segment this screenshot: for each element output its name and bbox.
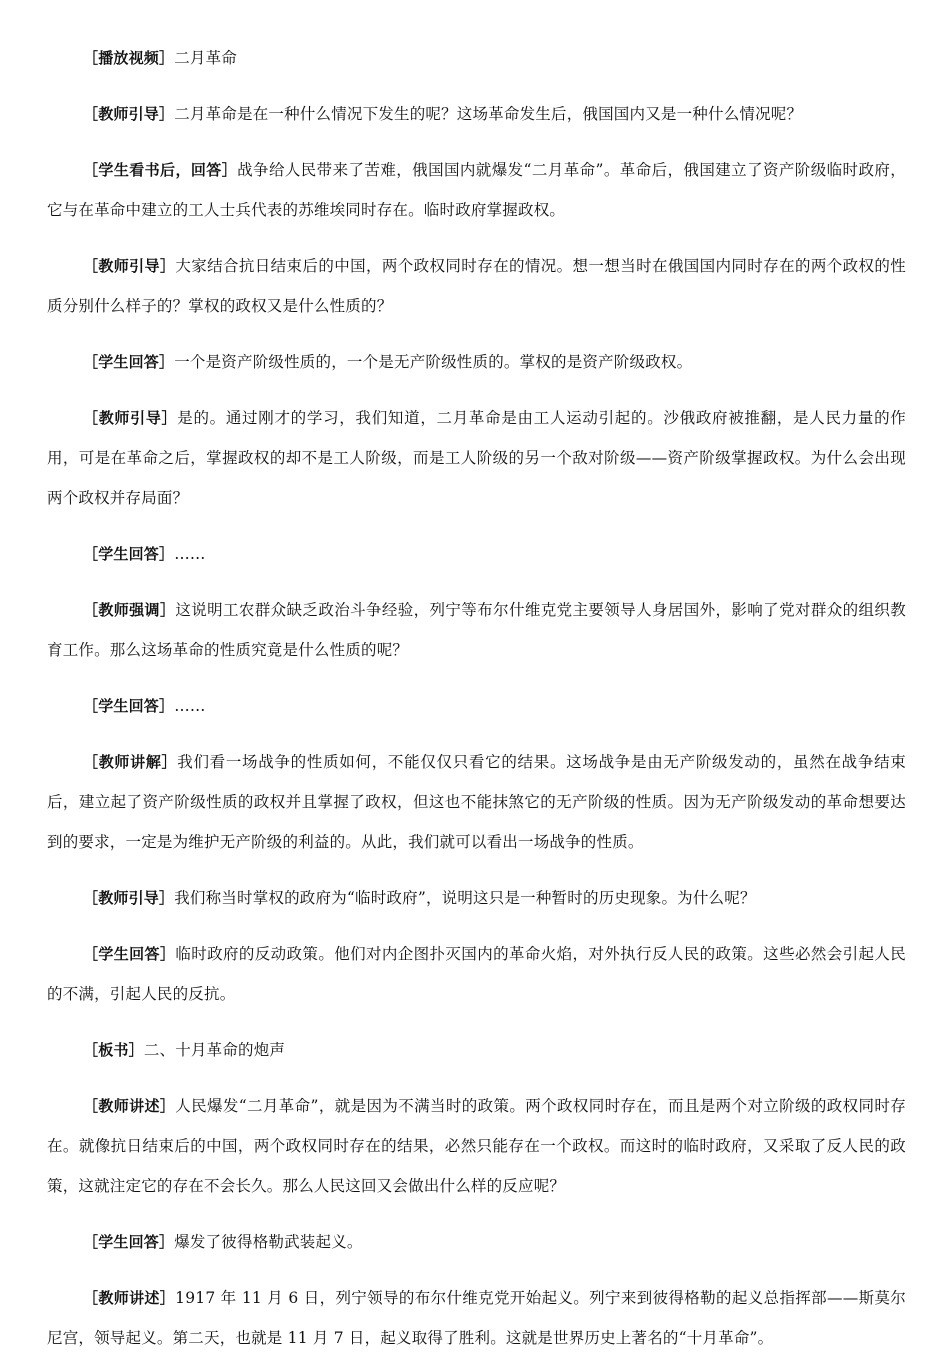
paragraph-text: 我们看一场战争的性质如何，不能仅仅只看它的结果。这场战争是由无产阶级发动的，虽然在战争结束后，建立起了资产阶级性质的政权并且掌握了政权，但这也不能抹煞它的无产阶级的性质。因为无产阶级发动的革命想要达到的要求，一定是为维护无产阶级的利益的。从此，我们就可以看出一场战争的性质。 (47, 753, 906, 851)
paragraph-blackboard (47, 1030, 906, 1070)
paragraph-tag: ［学生回答］ (83, 697, 175, 715)
paragraph-text: …… (174, 697, 206, 715)
paragraph-tag: ［板书］ (83, 1041, 144, 1059)
paragraph-tag: ［学生回答］ (83, 945, 176, 963)
paragraph-text: 临时政府的反动政策。他们对内企图扑灭国内的革命火焰，对外执行反人民的政策。这些必然会引起人民的不满，引起人民的反抗。 (47, 945, 906, 1003)
paragraph-text: …… (174, 545, 206, 563)
paragraph-tag: ［教师引导］ (83, 105, 175, 123)
paragraph-tag: ［播放视频］ (83, 49, 175, 67)
paragraph-tag: ［教师引导］ (83, 257, 176, 275)
paragraph-text: 大家结合抗日结束后的中国，两个政权同时存在的情况。想一想当时在俄国国内同时存在的两个政权的性质分别什么样子的？掌权的政权又是什么性质的？ (47, 257, 906, 315)
paragraph-text: 1917 年 11 月 6 日，列宁领导的布尔什维克党开始起义。列宁来到彼得格勒的起义总指挥部——斯莫尔尼宫，领导起义。第二天，也就是 11 月 7 日，起义取得了胜利。这就是世界历史上著名的“十月革命”。 (47, 1289, 906, 1347)
paragraph-teacher-emphasis (47, 590, 906, 670)
paragraph-text: 我们称当时掌权的政府为“临时政府”，说明这只是一种暂时的历史现象。为什么呢？ (174, 889, 756, 907)
paragraph-student-answer-2 (47, 342, 906, 382)
paragraph-tag: ［学生回答］ (83, 1233, 175, 1251)
paragraph-teacher-narration-1 (47, 1086, 906, 1206)
paragraph-text: 二月革命是在一种什么情况下发生的呢？这场革命发生后，俄国国内又是一种什么情况呢？ (174, 105, 803, 123)
paragraph-teacher-guide-1 (47, 94, 906, 134)
paragraph-tag: ［教师引导］ (83, 889, 175, 907)
paragraph-teacher-guide-4 (47, 878, 906, 918)
paragraph-tag: ［学生回答］ (83, 545, 175, 563)
paragraph-teacher-narration-2 (47, 1278, 906, 1358)
paragraph-text: 人民爆发“二月革命”，就是因为不满当时的政策。两个政权同时存在，而且是两个对立阶级的政权同时存在。就像抗日结束后的中国，两个政权同时存在的结果，必然只能存在一个政权。而这时的临时政府，又采取了反人民的政策，这就注定它的存在不会长久。那么人民这回又会做出什么样的反应呢？ (47, 1097, 906, 1195)
paragraph-tag: ［学生看书后，回答］ (83, 161, 238, 179)
paragraph-student-answer-1 (47, 150, 906, 230)
paragraph-tag: ［教师讲述］ (83, 1097, 176, 1115)
paragraph-tag: ［学生回答］ (83, 353, 175, 371)
paragraph-student-answer-3 (47, 534, 906, 574)
paragraph-student-answer-4 (47, 686, 906, 726)
paragraph-text: 爆发了彼得格勒武装起义。 (174, 1233, 363, 1251)
paragraph-text: 是的。通过刚才的学习，我们知道，二月革命是由工人运动引起的。沙俄政府被推翻，是人民力量的作用，可是在革命之后，掌握政权的却不是工人阶级，而是工人阶级的另一个敌对阶级——资产阶级掌握政权。为什么会出现两个政权并存局面？ (47, 409, 906, 507)
paragraph-teacher-explanation (47, 742, 906, 862)
paragraph-text: 二月革命 (174, 49, 238, 67)
paragraph-tag: ［教师讲解］ (83, 753, 178, 771)
paragraph-student-answer-6 (47, 1222, 906, 1262)
paragraph-tag: ［教师讲述］ (83, 1289, 176, 1307)
paragraph-video (47, 38, 906, 78)
paragraph-text: 这说明工农群众缺乏政治斗争经验，列宁等布尔什维克党主要领导人身居国外，影响了党对群众的组织教育工作。那么这场革命的性质究竟是什么性质的呢？ (47, 601, 906, 659)
paragraph-text: 一个是资产阶级性质的，一个是无产阶级性质的。掌权的是资产阶级政权。 (174, 353, 693, 371)
paragraph-student-answer-5 (47, 934, 906, 1014)
paragraph-teacher-guide-3 (47, 398, 906, 518)
paragraph-tag: ［教师强调］ (83, 601, 176, 619)
paragraph-text: 二、十月革命的炮声 (143, 1041, 286, 1059)
paragraph-tag: ［教师引导］ (83, 409, 178, 427)
paragraph-text: 战争给人民带来了苦难，俄国国内就爆发“二月革命”。革命后，俄国建立了资产阶级临时政府，它与在革命中建立的工人士兵代表的苏维埃同时存在。临时政府掌握政权。 (47, 161, 906, 219)
paragraph-teacher-guide-2 (47, 246, 906, 326)
